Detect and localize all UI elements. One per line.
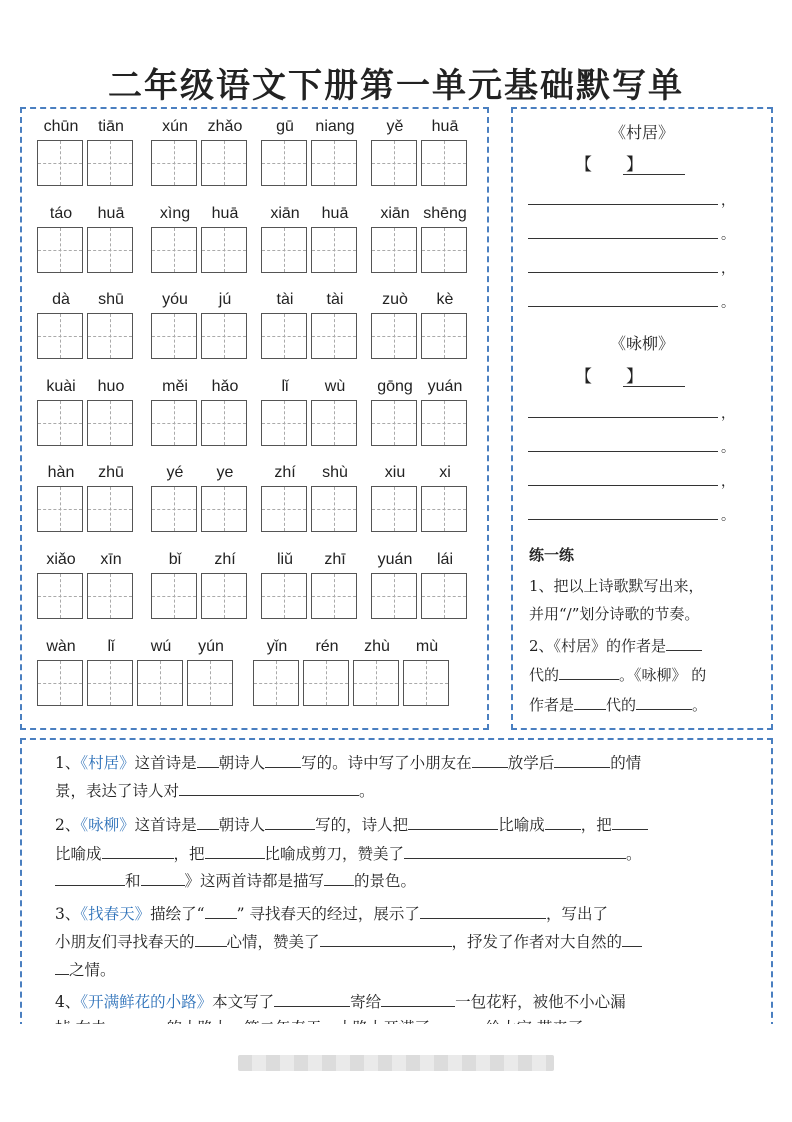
tianzige-cell[interactable] [311,313,357,359]
tianzige-cell[interactable] [37,573,83,619]
blank[interactable] [612,813,648,830]
tianzige-cell[interactable] [421,573,467,619]
author-blank[interactable] [623,156,685,175]
pinyin-label: yé [166,464,184,481]
tianzige-cell[interactable] [371,140,417,186]
pinyin-label: huā [321,205,349,222]
question-2-cont2: 和 》这两首诗都是描写 的景色。 [55,869,745,891]
tianzige-cell[interactable] [261,227,307,273]
tianzige-cell[interactable] [371,400,417,446]
tianzige-cell[interactable] [371,227,417,273]
pinyin-label: wàn [46,638,76,655]
tianzige-cell[interactable] [87,486,133,532]
tianzige-cell[interactable] [37,486,83,532]
pinyin-label: huā [97,205,125,222]
tianzige-cell[interactable] [151,573,197,619]
tianzige-cell[interactable] [87,313,133,359]
blank[interactable] [205,842,265,859]
tianzige-cell[interactable] [151,400,197,446]
pinyin-label: yún [198,638,224,655]
tianzige-cell[interactable] [151,313,197,359]
tianzige-cell[interactable] [187,660,233,706]
question-2: 2、《咏柳》这首诗是 朝诗人 写的，诗人把 比喻成 ，把 [55,813,745,835]
tianzige-cell[interactable] [37,227,83,273]
tianzige-cell[interactable] [151,140,197,186]
tianzige-cell[interactable] [201,400,247,446]
pinyin-label: zhí [274,464,296,481]
tianzige-cell[interactable] [421,486,467,532]
blank[interactable] [324,869,354,886]
tianzige-cell[interactable] [371,486,417,532]
punct: ， [721,474,735,490]
tianzige-cell[interactable] [87,400,133,446]
pinyin-label: dà [52,291,70,308]
tianzige-cell[interactable] [201,227,247,273]
practice-line: 1、把以上诗歌默写出来， [529,577,704,595]
blank[interactable] [274,990,350,1007]
tianzige-cell[interactable] [151,227,197,273]
tianzige-cell[interactable] [311,486,357,532]
tianzige-cell[interactable] [87,140,133,186]
pinyin-label: tài [276,291,294,308]
blank[interactable] [320,930,452,947]
tianzige-cell[interactable] [261,140,307,186]
tianzige-cell[interactable] [311,140,357,186]
blank[interactable] [197,751,219,768]
blank[interactable] [265,813,315,830]
tianzige-cell[interactable] [151,486,197,532]
tianzige-cell[interactable] [37,660,83,706]
tianzige-cell[interactable] [201,140,247,186]
pinyin-label: jú [218,291,232,308]
blank[interactable] [381,990,455,1007]
tianzige-cell[interactable] [201,573,247,619]
practice-line: 代的 。《咏柳》 的 [529,663,706,685]
question-4: 4、《开满鲜花的小路》本文写了 寄给 一包花籽，被他不小心漏 [55,990,745,1012]
pinyin-label: xiǎo [46,551,76,568]
pinyin-label: hàn [47,464,75,481]
blank[interactable] [545,813,581,830]
blank[interactable] [55,869,125,886]
tianzige-cell[interactable] [37,400,83,446]
pinyin-label: kuài [46,378,76,395]
punct: ， [721,406,735,422]
tianzige-cell[interactable] [353,660,399,706]
pinyin-label: yuán [377,551,413,568]
punct: 。 [721,227,735,243]
punct: ， [721,193,735,209]
pinyin-label: yě [386,118,404,135]
tianzige-cell[interactable] [261,313,307,359]
tianzige-cell[interactable] [87,660,133,706]
tianzige-cell[interactable] [303,660,349,706]
pinyin-label: wù [324,378,346,395]
tianzige-cell[interactable] [311,227,357,273]
watermark-bar [238,1055,554,1071]
pinyin-label: shū [98,291,124,308]
pinyin-label: tài [326,291,344,308]
pinyin-label: yǐn [266,638,288,655]
pinyin-label: ye [216,464,234,481]
blank[interactable] [179,779,359,796]
pinyin-label: rén [315,638,339,655]
punct: 。 [721,295,735,311]
tianzige-cell[interactable] [311,573,357,619]
poem-line-blank[interactable] [528,451,718,452]
blank[interactable] [636,693,692,710]
question-3-cont: 小朋友们寻找春天的 心情，赞美了 ，抒发了作者对大自然的 [55,930,745,952]
tianzige-cell[interactable] [261,573,307,619]
blank[interactable] [265,751,301,768]
pinyin-label: zuò [382,291,408,308]
pinyin-label: wú [150,638,172,655]
pinyin-label: xi [439,464,451,481]
tianzige-cell[interactable] [371,313,417,359]
poem-line-blank[interactable] [528,238,718,239]
pinyin-label: lǐ [107,638,115,655]
blank[interactable] [141,869,185,886]
question-3-cont2: 之情。 [55,958,745,980]
blank[interactable] [408,813,498,830]
pinyin-label: xiān [270,205,300,222]
tianzige-cell[interactable] [201,486,247,532]
tianzige-cell[interactable] [137,660,183,706]
pinyin-label: kè [436,291,454,308]
tianzige-cell[interactable] [421,313,467,359]
poem-line-blank[interactable] [528,485,718,486]
pinyin-label: xiu [384,464,406,481]
blank[interactable] [554,751,610,768]
question-2-cont: 比喻成 ，把 比喻成剪刀，赞美了 。 [55,842,745,864]
blank[interactable] [102,842,174,859]
pinyin-label: tiān [98,118,124,135]
author-blank[interactable] [623,368,685,387]
blank[interactable] [666,634,702,651]
poem-line-blank[interactable] [528,306,718,307]
pinyin-label: mù [415,638,439,655]
blank[interactable] [559,663,619,680]
tianzige-cell[interactable] [253,660,299,706]
pinyin-label: zhī [324,551,346,568]
tianzige-cell[interactable] [371,573,417,619]
poem-author-line: 【 】 [575,150,685,175]
tianzige-cell[interactable] [261,486,307,532]
page-title: 二年级语文下册第一单元基础默写单 [108,66,684,106]
blank[interactable] [622,930,642,947]
tianzige-cell[interactable] [201,313,247,359]
blank[interactable] [472,751,508,768]
poem-title-cunju: 《村居》 [609,123,674,142]
blank[interactable] [55,958,69,975]
tianzige-cell[interactable] [311,400,357,446]
pinyin-label: xún [162,118,188,135]
practice-line: 作者是 代的 。 [529,693,707,715]
pinyin-label: bǐ [168,551,182,568]
blank[interactable] [197,813,219,830]
pinyin-label: huo [97,378,125,395]
punct: 。 [721,440,735,456]
pinyin-label: zhù [364,638,390,655]
pinyin-label: xiān [380,205,410,222]
practice-heading: 练一练 [529,546,575,564]
pinyin-label: gōng [377,378,413,395]
tianzige-cell[interactable] [87,227,133,273]
blank[interactable] [205,902,237,919]
blank[interactable] [404,842,626,859]
poem-line-blank[interactable] [528,272,718,273]
pinyin-label: niang [315,118,355,135]
blank[interactable] [420,902,546,919]
punct: 。 [721,508,735,524]
pinyin-label: xīn [100,551,122,568]
pinyin-label: yuán [427,378,463,395]
practice-line: 并用“/”划分诗歌的节奏。 [529,605,700,623]
tianzige-cell[interactable] [87,573,133,619]
pinyin-label: lǐ [281,378,289,395]
pinyin-label: měi [162,378,188,395]
tianzige-cell[interactable] [261,400,307,446]
tianzige-cell[interactable] [421,227,467,273]
pinyin-label: yóu [162,291,188,308]
tianzige-cell[interactable] [37,140,83,186]
tianzige-cell[interactable] [421,400,467,446]
punct: ， [721,261,735,277]
pinyin-label: táo [49,205,73,222]
tianzige-cell[interactable] [403,660,449,706]
pinyin-label: huā [211,205,239,222]
poem-author-line: 【 】 [575,362,685,387]
poem-line-blank[interactable] [528,519,718,520]
pinyin-label: xìng [159,205,191,222]
tianzige-cell[interactable] [421,140,467,186]
blank[interactable] [574,693,606,710]
question-1-cont: 景，表达了诗人对 。 [55,779,745,801]
poem-line-blank[interactable] [528,417,718,418]
pinyin-label: zhí [214,551,236,568]
pinyin-label: shù [322,464,348,481]
practice-line: 2、《村居》的作者是 [529,634,702,656]
poem-line-blank[interactable] [528,204,718,205]
pinyin-label: shēng [423,205,467,222]
pinyin-label: liǔ [276,551,293,568]
pinyin-label: lái [436,551,453,568]
pinyin-label: zhǎo [207,118,243,135]
blank[interactable] [195,930,227,947]
pinyin-label: hǎo [211,378,239,395]
question-1: 1、《村居》这首诗是 朝诗人 写的。诗中写了小朋友在 放学后 的情 [55,751,745,773]
tianzige-cell[interactable] [37,313,83,359]
pinyin-label: zhū [98,464,124,481]
pinyin-label: huā [431,118,459,135]
pinyin-label: gū [276,118,294,135]
question-3: 3、《找春天》描绘了“ ” 寻找春天的经过，展示了 ，写出了 [55,902,745,924]
poem-title-yongliu: 《咏柳》 [609,334,674,353]
pinyin-label: chūn [43,118,79,135]
